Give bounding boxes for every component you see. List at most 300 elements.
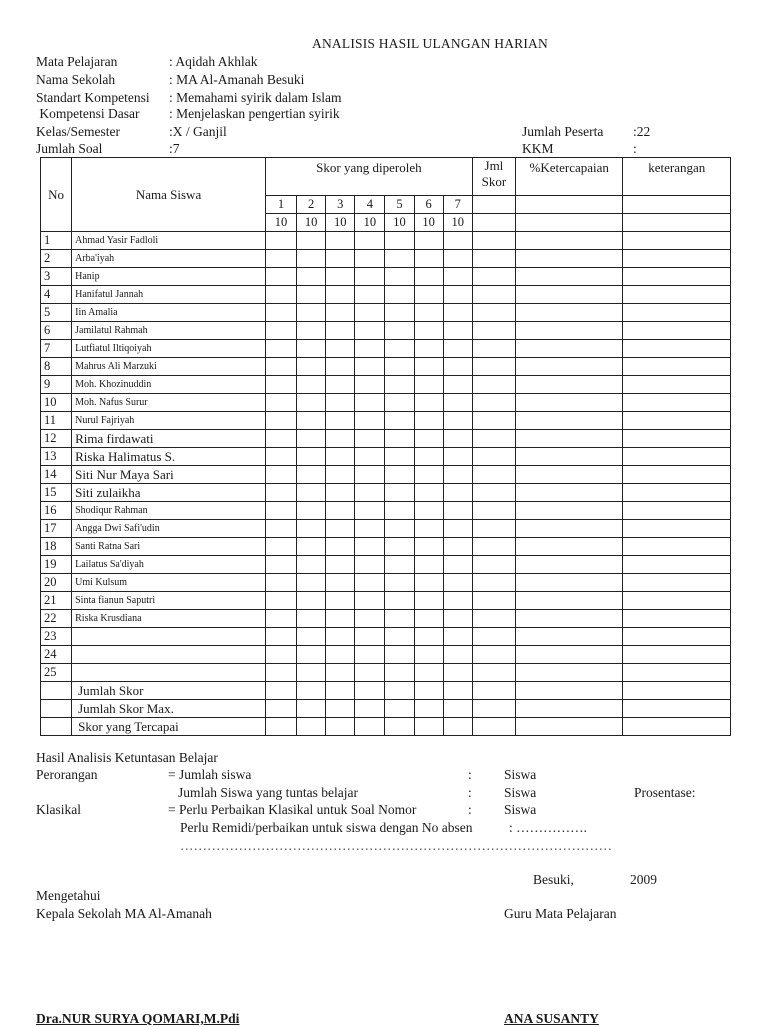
- score-cell[interactable]: [414, 646, 443, 664]
- score-cell[interactable]: [326, 628, 355, 646]
- score-cell[interactable]: [355, 430, 385, 448]
- score-cell[interactable]: [297, 304, 326, 322]
- summary-label: Jumlah Skor Max.: [72, 700, 266, 718]
- score-cell[interactable]: [326, 394, 355, 412]
- student-name: Moh. Khozinuddin: [72, 376, 266, 394]
- score-cell[interactable]: [326, 610, 355, 628]
- score-cell[interactable]: [385, 520, 414, 538]
- score-cell[interactable]: [326, 646, 355, 664]
- score-cell[interactable]: [472, 232, 515, 250]
- score-cell[interactable]: [414, 574, 443, 592]
- score-cell[interactable]: [355, 628, 385, 646]
- score-cell[interactable]: [414, 412, 443, 430]
- score-cell[interactable]: [623, 538, 731, 556]
- score-cell[interactable]: [297, 538, 326, 556]
- score-cell[interactable]: [516, 466, 623, 484]
- score-cell[interactable]: [297, 574, 326, 592]
- score-cell[interactable]: [516, 538, 623, 556]
- perorangan-total-students: = Jumlah siswa: [168, 767, 252, 782]
- score-cell[interactable]: [472, 250, 515, 268]
- score-cell[interactable]: [472, 646, 515, 664]
- score-cell[interactable]: [516, 268, 623, 286]
- score-cell[interactable]: [414, 430, 443, 448]
- score-cell[interactable]: [414, 664, 443, 682]
- summary-cell[interactable]: [297, 718, 326, 736]
- score-cell[interactable]: [623, 466, 731, 484]
- summary-cell[interactable]: [516, 718, 623, 736]
- score-cell[interactable]: [443, 538, 472, 556]
- score-cell[interactable]: [297, 628, 326, 646]
- score-cell[interactable]: [265, 538, 296, 556]
- score-cell[interactable]: [516, 520, 623, 538]
- score-cell[interactable]: [623, 664, 731, 682]
- score-cell[interactable]: [516, 358, 623, 376]
- score-cell[interactable]: [623, 376, 731, 394]
- score-cell[interactable]: [443, 610, 472, 628]
- score-cell[interactable]: [326, 430, 355, 448]
- score-cell[interactable]: [472, 520, 515, 538]
- max-score-6: 10: [414, 214, 443, 232]
- score-cell[interactable]: [516, 448, 623, 466]
- score-cell[interactable]: [516, 556, 623, 574]
- score-cell[interactable]: [443, 250, 472, 268]
- score-cell[interactable]: [414, 232, 443, 250]
- student-no: 25: [41, 664, 72, 682]
- summary-cell[interactable]: [326, 718, 355, 736]
- score-cell[interactable]: [297, 592, 326, 610]
- score-cell[interactable]: [623, 484, 731, 502]
- score-cell[interactable]: [472, 502, 515, 520]
- score-cell[interactable]: [355, 610, 385, 628]
- score-cell[interactable]: [297, 502, 326, 520]
- summary-cell[interactable]: [355, 682, 385, 700]
- score-cell[interactable]: [443, 520, 472, 538]
- score-cell[interactable]: [472, 322, 515, 340]
- score-cell[interactable]: [265, 358, 296, 376]
- summary-cell[interactable]: [472, 718, 515, 736]
- score-cell[interactable]: [623, 574, 731, 592]
- score-cell[interactable]: [326, 520, 355, 538]
- klasikal-remedial-students: Perlu Remidi/perbaikan untuk siswa dengan No absen: [180, 820, 473, 835]
- score-cell[interactable]: [623, 250, 731, 268]
- score-cell[interactable]: [385, 322, 414, 340]
- score-cell[interactable]: [385, 664, 414, 682]
- score-cell[interactable]: [385, 484, 414, 502]
- score-cell[interactable]: [472, 664, 515, 682]
- score-cell[interactable]: [385, 304, 414, 322]
- score-cell[interactable]: [623, 502, 731, 520]
- score-cell[interactable]: [326, 340, 355, 358]
- score-cell[interactable]: [472, 412, 515, 430]
- score-cell[interactable]: [443, 466, 472, 484]
- score-cell[interactable]: [265, 556, 296, 574]
- score-cell[interactable]: [623, 628, 731, 646]
- summary-cell[interactable]: [414, 682, 443, 700]
- score-cell[interactable]: [385, 592, 414, 610]
- score-cell[interactable]: [297, 520, 326, 538]
- score-cell[interactable]: [516, 592, 623, 610]
- score-cell[interactable]: [297, 646, 326, 664]
- student-no: 12: [41, 430, 72, 448]
- score-cell[interactable]: [355, 466, 385, 484]
- score-cell[interactable]: [385, 574, 414, 592]
- score-cell[interactable]: [623, 232, 731, 250]
- summary-cell[interactable]: [265, 700, 296, 718]
- score-cell[interactable]: [297, 610, 326, 628]
- score-cell[interactable]: [516, 484, 623, 502]
- score-cell[interactable]: [326, 304, 355, 322]
- score-cell[interactable]: [297, 394, 326, 412]
- summary-cell[interactable]: [472, 700, 515, 718]
- score-cell[interactable]: [385, 268, 414, 286]
- score-cell[interactable]: [297, 430, 326, 448]
- score-cell[interactable]: [355, 538, 385, 556]
- score-cell[interactable]: [265, 322, 296, 340]
- score-cell[interactable]: [297, 232, 326, 250]
- summary-cell[interactable]: [355, 700, 385, 718]
- summary-cell[interactable]: [623, 682, 731, 700]
- score-cell[interactable]: [297, 448, 326, 466]
- score-cell[interactable]: [623, 556, 731, 574]
- score-cell[interactable]: [443, 628, 472, 646]
- score-cell[interactable]: [385, 286, 414, 304]
- summary-cell[interactable]: [472, 682, 515, 700]
- score-cell[interactable]: [472, 592, 515, 610]
- score-cell[interactable]: [297, 466, 326, 484]
- score-cell[interactable]: [623, 340, 731, 358]
- score-cell[interactable]: [265, 484, 296, 502]
- score-cell[interactable]: [472, 574, 515, 592]
- score-cell[interactable]: [326, 592, 355, 610]
- score-cell[interactable]: [414, 322, 443, 340]
- score-cell[interactable]: [326, 322, 355, 340]
- score-cell[interactable]: [326, 664, 355, 682]
- score-cell[interactable]: [355, 484, 385, 502]
- score-cell[interactable]: [414, 358, 443, 376]
- student-name: Jamilatul Rahmah: [72, 322, 266, 340]
- summary-no-cell: [41, 682, 72, 700]
- student-no: 22: [41, 610, 72, 628]
- summary-cell[interactable]: [326, 682, 355, 700]
- score-cell[interactable]: [265, 664, 296, 682]
- score-cell[interactable]: [516, 628, 623, 646]
- score-cell[interactable]: [265, 376, 296, 394]
- score-cell[interactable]: [265, 430, 296, 448]
- score-cell[interactable]: [355, 394, 385, 412]
- score-cell[interactable]: [414, 268, 443, 286]
- header-blank-cell: [516, 214, 623, 232]
- header-total-score-line2: Skor: [481, 174, 507, 189]
- score-cell[interactable]: [265, 232, 296, 250]
- score-cell[interactable]: [385, 538, 414, 556]
- score-cell[interactable]: [623, 610, 731, 628]
- score-cell[interactable]: [414, 484, 443, 502]
- score-cell[interactable]: [385, 646, 414, 664]
- score-cell[interactable]: [623, 646, 731, 664]
- score-cell[interactable]: [297, 376, 326, 394]
- score-cell[interactable]: [385, 502, 414, 520]
- score-cell[interactable]: [355, 520, 385, 538]
- score-cell[interactable]: [443, 394, 472, 412]
- score-cell[interactable]: [297, 268, 326, 286]
- summary-cell[interactable]: [265, 682, 296, 700]
- score-cell[interactable]: [443, 484, 472, 502]
- score-cell[interactable]: [265, 304, 296, 322]
- summary-cell[interactable]: [326, 700, 355, 718]
- score-cell[interactable]: [623, 358, 731, 376]
- score-cell[interactable]: [265, 412, 296, 430]
- score-cell[interactable]: [265, 520, 296, 538]
- score-cell[interactable]: [443, 340, 472, 358]
- summary-cell[interactable]: [385, 700, 414, 718]
- score-cell[interactable]: [414, 520, 443, 538]
- summary-cell[interactable]: [516, 682, 623, 700]
- score-cell[interactable]: [414, 394, 443, 412]
- score-cell[interactable]: [472, 268, 515, 286]
- summary-cell[interactable]: [623, 700, 731, 718]
- score-cell[interactable]: [265, 628, 296, 646]
- score-cell[interactable]: [443, 574, 472, 592]
- score-cell[interactable]: [443, 358, 472, 376]
- score-cell[interactable]: [297, 250, 326, 268]
- summary-cell[interactable]: [443, 700, 472, 718]
- score-cell[interactable]: [355, 358, 385, 376]
- score-cell[interactable]: [265, 340, 296, 358]
- score-cell[interactable]: [623, 448, 731, 466]
- score-cell[interactable]: [516, 664, 623, 682]
- score-cell[interactable]: [443, 448, 472, 466]
- score-cell[interactable]: [385, 358, 414, 376]
- summary-cell[interactable]: [414, 718, 443, 736]
- score-cell[interactable]: [326, 538, 355, 556]
- score-cell[interactable]: [326, 466, 355, 484]
- score-cell[interactable]: [265, 574, 296, 592]
- info-label-question-count: Jumlah Soal: [36, 141, 103, 156]
- score-cell[interactable]: [516, 394, 623, 412]
- score-cell[interactable]: [385, 466, 414, 484]
- student-name: Angga Dwi Safi'udin: [72, 520, 266, 538]
- score-cell[interactable]: [385, 340, 414, 358]
- score-cell[interactable]: [265, 502, 296, 520]
- score-cell[interactable]: [516, 250, 623, 268]
- score-cell[interactable]: [414, 250, 443, 268]
- score-cell[interactable]: [355, 250, 385, 268]
- score-cell[interactable]: [326, 502, 355, 520]
- score-cell[interactable]: [265, 466, 296, 484]
- score-cell[interactable]: [516, 646, 623, 664]
- score-cell[interactable]: [623, 304, 731, 322]
- score-cell[interactable]: [385, 430, 414, 448]
- summary-cell[interactable]: [385, 718, 414, 736]
- score-cell[interactable]: [472, 304, 515, 322]
- score-cell[interactable]: [623, 520, 731, 538]
- score-cell[interactable]: [414, 376, 443, 394]
- score-cell[interactable]: [355, 268, 385, 286]
- student-name: Mahrus Ali Marzuki: [72, 358, 266, 376]
- score-cell[interactable]: [443, 304, 472, 322]
- score-cell[interactable]: [297, 340, 326, 358]
- score-cell[interactable]: [472, 394, 515, 412]
- score-cell[interactable]: [516, 610, 623, 628]
- score-cell[interactable]: [516, 304, 623, 322]
- score-cell[interactable]: [385, 376, 414, 394]
- score-cell[interactable]: [385, 250, 414, 268]
- summary-cell[interactable]: [385, 682, 414, 700]
- score-cell[interactable]: [414, 556, 443, 574]
- score-cell[interactable]: [414, 304, 443, 322]
- score-cell[interactable]: [355, 592, 385, 610]
- score-cell[interactable]: [326, 412, 355, 430]
- score-cell[interactable]: [355, 376, 385, 394]
- score-cell[interactable]: [326, 358, 355, 376]
- score-cell[interactable]: [414, 538, 443, 556]
- score-cell[interactable]: [443, 556, 472, 574]
- score-cell[interactable]: [385, 412, 414, 430]
- score-cell[interactable]: [516, 502, 623, 520]
- score-cell[interactable]: [472, 376, 515, 394]
- score-cell[interactable]: [516, 412, 623, 430]
- score-cell[interactable]: [385, 610, 414, 628]
- summary-cell[interactable]: [443, 718, 472, 736]
- score-cell[interactable]: [355, 322, 385, 340]
- summary-cell[interactable]: [265, 718, 296, 736]
- score-cell[interactable]: [297, 664, 326, 682]
- score-cell[interactable]: [472, 358, 515, 376]
- score-cell[interactable]: [414, 502, 443, 520]
- score-cell[interactable]: [385, 394, 414, 412]
- score-cell[interactable]: [414, 628, 443, 646]
- score-cell[interactable]: [355, 574, 385, 592]
- score-cell[interactable]: [414, 610, 443, 628]
- score-cell[interactable]: [443, 268, 472, 286]
- score-cell[interactable]: [297, 358, 326, 376]
- score-cell[interactable]: [355, 448, 385, 466]
- score-cell[interactable]: [355, 304, 385, 322]
- score-cell[interactable]: [265, 610, 296, 628]
- score-cell[interactable]: [265, 592, 296, 610]
- score-cell[interactable]: [385, 448, 414, 466]
- score-cell[interactable]: [472, 430, 515, 448]
- score-cell[interactable]: [265, 268, 296, 286]
- score-cell[interactable]: [414, 466, 443, 484]
- summary-cell[interactable]: [355, 718, 385, 736]
- score-cell[interactable]: [355, 286, 385, 304]
- score-cell[interactable]: [472, 340, 515, 358]
- score-cell[interactable]: [472, 556, 515, 574]
- score-cell[interactable]: [516, 574, 623, 592]
- score-cell[interactable]: [443, 376, 472, 394]
- summary-cell[interactable]: [516, 700, 623, 718]
- score-cell[interactable]: [297, 556, 326, 574]
- score-cell[interactable]: [326, 376, 355, 394]
- score-cell[interactable]: [355, 232, 385, 250]
- score-cell[interactable]: [385, 628, 414, 646]
- score-cell[interactable]: [443, 592, 472, 610]
- analysis-heading: Hasil Analisis Ketuntasan Belajar: [36, 750, 218, 765]
- score-cell[interactable]: [472, 538, 515, 556]
- score-cell[interactable]: [326, 250, 355, 268]
- score-cell[interactable]: [355, 646, 385, 664]
- summary-cell[interactable]: [623, 718, 731, 736]
- score-cell[interactable]: [265, 394, 296, 412]
- score-cell[interactable]: [623, 268, 731, 286]
- score-cell[interactable]: [443, 232, 472, 250]
- score-cell[interactable]: [623, 412, 731, 430]
- score-cell[interactable]: [355, 412, 385, 430]
- score-cell[interactable]: [355, 664, 385, 682]
- score-cell[interactable]: [443, 286, 472, 304]
- score-cell[interactable]: [414, 340, 443, 358]
- score-cell[interactable]: [297, 322, 326, 340]
- score-cell[interactable]: [472, 484, 515, 502]
- score-cell[interactable]: [355, 340, 385, 358]
- score-cell[interactable]: [326, 268, 355, 286]
- score-cell[interactable]: [265, 250, 296, 268]
- score-cell[interactable]: [623, 430, 731, 448]
- score-cell[interactable]: [326, 574, 355, 592]
- score-cell[interactable]: [414, 592, 443, 610]
- score-cell[interactable]: [385, 232, 414, 250]
- summary-cell[interactable]: [443, 682, 472, 700]
- score-cell[interactable]: [443, 646, 472, 664]
- score-cell[interactable]: [516, 430, 623, 448]
- score-cell[interactable]: [472, 466, 515, 484]
- score-cell[interactable]: [623, 286, 731, 304]
- score-cell[interactable]: [414, 286, 443, 304]
- score-cell[interactable]: [623, 322, 731, 340]
- student-name: Siti Nur Maya Sari: [72, 466, 266, 484]
- score-cell[interactable]: [326, 448, 355, 466]
- score-cell[interactable]: [443, 322, 472, 340]
- score-cell[interactable]: [443, 664, 472, 682]
- score-cell[interactable]: [472, 448, 515, 466]
- score-cell[interactable]: [414, 448, 443, 466]
- score-cell[interactable]: [472, 286, 515, 304]
- score-cell[interactable]: [355, 556, 385, 574]
- score-cell[interactable]: [265, 286, 296, 304]
- student-row: [41, 232, 731, 250]
- score-cell[interactable]: [516, 286, 623, 304]
- summary-cell[interactable]: [297, 700, 326, 718]
- score-cell[interactable]: [516, 376, 623, 394]
- score-cell[interactable]: [297, 412, 326, 430]
- score-cell[interactable]: [326, 286, 355, 304]
- score-cell[interactable]: [623, 592, 731, 610]
- student-no: 2: [41, 250, 72, 268]
- score-cell[interactable]: [297, 484, 326, 502]
- score-cell[interactable]: [355, 502, 385, 520]
- score-cell[interactable]: [326, 556, 355, 574]
- score-cell[interactable]: [516, 322, 623, 340]
- score-cell[interactable]: [385, 556, 414, 574]
- score-cell[interactable]: [297, 286, 326, 304]
- score-cell[interactable]: [265, 646, 296, 664]
- score-cell[interactable]: [516, 232, 623, 250]
- score-cell[interactable]: [443, 502, 472, 520]
- summary-cell[interactable]: [297, 682, 326, 700]
- score-cell[interactable]: [265, 448, 296, 466]
- score-cell[interactable]: [443, 412, 472, 430]
- score-cell[interactable]: [326, 232, 355, 250]
- score-cell[interactable]: [326, 484, 355, 502]
- score-cell[interactable]: [443, 430, 472, 448]
- student-name: Nurul Fajriyah: [72, 412, 266, 430]
- summary-cell[interactable]: [414, 700, 443, 718]
- score-cell[interactable]: [516, 340, 623, 358]
- score-cell[interactable]: [472, 628, 515, 646]
- score-cell[interactable]: [623, 394, 731, 412]
- score-cell[interactable]: [472, 610, 515, 628]
